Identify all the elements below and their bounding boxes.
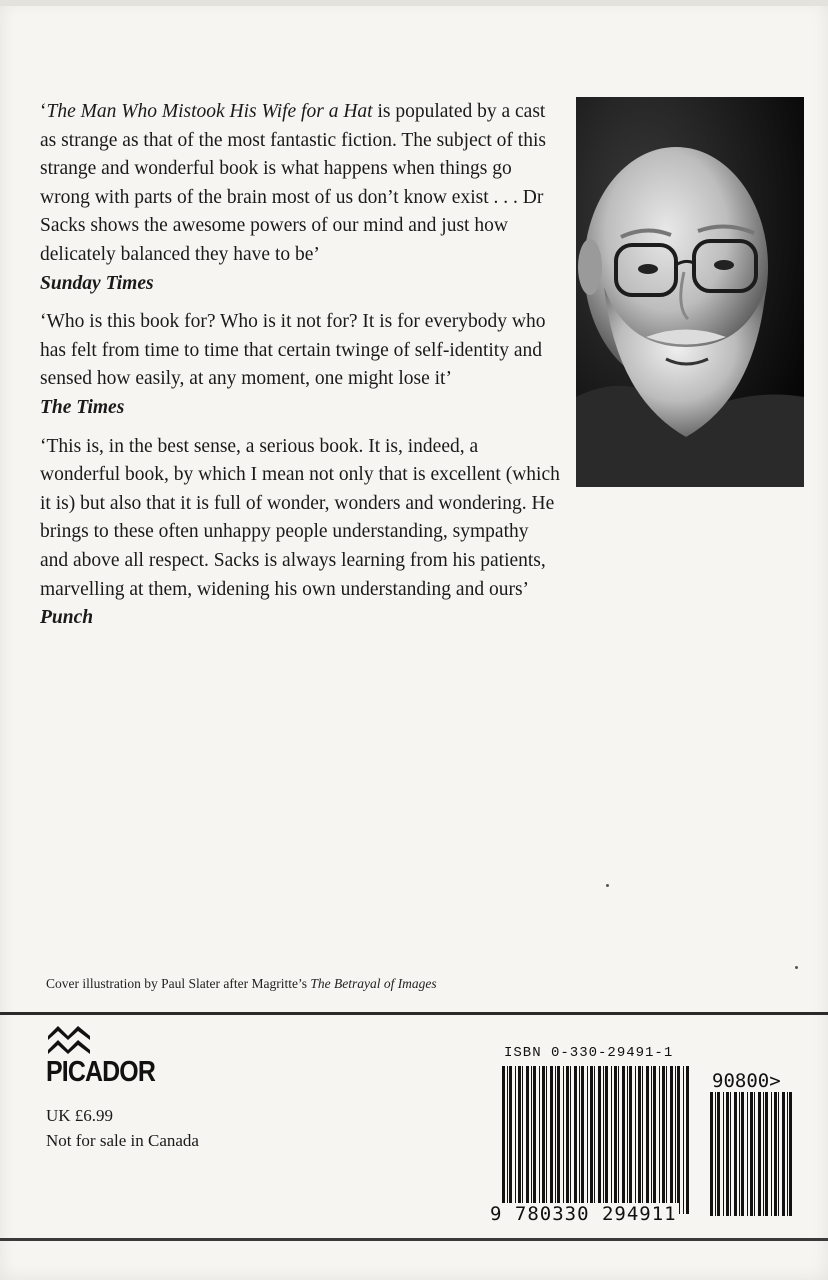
quote-text: ‘Who is this book for? Who is it not for? It is for everybody who has felt from time to time that certain twinge of self-identity and sensed how easily, at any moment, one might lose it’ [40, 311, 546, 390]
barcode-bar [710, 1092, 713, 1216]
bottom-rule [0, 1238, 828, 1241]
barcode-bar [611, 1066, 612, 1214]
quote-open-mark: ‘ [40, 101, 47, 122]
barcode-bar [546, 1066, 547, 1214]
barcode-bar [765, 1092, 768, 1216]
barcode-bar [574, 1066, 577, 1214]
quote-text: ‘This is, in the best sense, a serious book. It is, indeed, a wonderful book, by which I mean not only that is excellent (which it is) but also that it is full of wonder, wonders and wondering. He brings to these often unhappy people understanding, sympathy and above all respect. Sacks is always learning from his patients, marvelling at them, widening his own understanding and ours’ [40, 435, 560, 600]
barcode-bar [570, 1066, 571, 1214]
barcode [500, 1066, 692, 1214]
divider-rule [0, 1012, 828, 1015]
barcode-bar [533, 1066, 536, 1214]
barcode-bar [566, 1066, 569, 1214]
barcode-bar [734, 1092, 737, 1216]
price: UK £6.99 [46, 1106, 114, 1125]
barcode-bar [726, 1092, 729, 1216]
barcode-bar [550, 1066, 553, 1214]
barcode-bar [782, 1092, 785, 1216]
publisher-name: PICADOR [46, 1056, 155, 1088]
barcode-bar [579, 1066, 580, 1214]
quote-text [40, 98, 560, 270]
credit-work-title: The Betrayal of Images [310, 976, 437, 991]
barcode-bar [642, 1066, 643, 1214]
barcode-bar [774, 1092, 777, 1216]
barcode-addon [708, 1092, 800, 1216]
barcode-bar [686, 1066, 689, 1214]
barcode-bar [662, 1066, 665, 1214]
barcode-bar [787, 1092, 788, 1216]
barcode-bar [594, 1066, 595, 1214]
print-speck [795, 966, 798, 969]
barcode-bar [603, 1066, 604, 1214]
quote-body: is populated by a cast as strange as that of the most fantastic fiction. The subject of this strange and wonderful book is what happens when things go wrong with parts of the brain most of us don’t know exist . . . Dr Sacks shows the awesome powers of our mind and just how delicately balanced they have to be’ [40, 101, 546, 265]
barcode-bar [581, 1066, 584, 1214]
barcode-bar [555, 1066, 556, 1214]
barcode-bar [763, 1092, 764, 1216]
cover-credit [46, 976, 766, 992]
barcode-bar [683, 1066, 684, 1214]
barcode-bar [670, 1066, 673, 1214]
barcode-bar [715, 1092, 716, 1216]
quote-source: Sunday Times [40, 272, 154, 294]
barcode-number: 9 780330 294911 [490, 1203, 677, 1225]
isbn: ISBN 0-330-29491-1 [504, 1045, 674, 1061]
barcode-bar [747, 1092, 748, 1216]
barcode-bar [515, 1066, 516, 1214]
barcode-bar [526, 1066, 529, 1214]
barcode-bar [789, 1092, 792, 1216]
barcode-bar [622, 1066, 625, 1214]
barcode-bar [675, 1066, 676, 1214]
barcode-bar [739, 1092, 740, 1216]
cover-top-edge [0, 0, 828, 6]
review-quote [40, 308, 560, 422]
quote-source: Punch [40, 607, 94, 629]
barcode-bar [509, 1066, 512, 1214]
barcode-bar [741, 1092, 744, 1216]
barcode-bar [557, 1066, 560, 1214]
quote-source: The Times [40, 396, 125, 418]
barcode-bar [677, 1066, 680, 1214]
barcode-bar [638, 1066, 641, 1214]
barcode-bar [723, 1092, 724, 1216]
barcode-bar [717, 1092, 720, 1216]
review-quotes [40, 98, 560, 643]
book-title: The Man Who Mistook His Wife for a Hat [46, 101, 373, 122]
barcode-bar [771, 1092, 772, 1216]
barcode-bar [635, 1066, 636, 1214]
barcode-bar [539, 1066, 540, 1214]
barcode-bar [750, 1092, 753, 1216]
barcode-bar [522, 1066, 523, 1214]
barcode-bar [653, 1066, 656, 1214]
barcode-addon-number: 90800> [712, 1070, 781, 1092]
barcode-bar [618, 1066, 619, 1214]
barcode-bar [531, 1066, 532, 1214]
sale-restriction: Not for sale in Canada [46, 1131, 199, 1150]
barcode-bar [542, 1066, 545, 1214]
barcode-bar [614, 1066, 617, 1214]
barcode-bar [590, 1066, 593, 1214]
review-quote [40, 98, 560, 298]
barcode-bar [605, 1066, 608, 1214]
macmillan-m-icon [46, 1024, 94, 1056]
publisher-logo [46, 1024, 166, 1090]
credit-prefix: Cover illustration by Paul Slater after Magritte’s [46, 976, 311, 991]
barcode-bar [651, 1066, 652, 1214]
print-speck [606, 884, 609, 887]
review-quote [40, 433, 560, 633]
barcode-bar [502, 1066, 505, 1214]
barcode-bar [629, 1066, 632, 1214]
barcode-bar [627, 1066, 628, 1214]
barcode-bar [778, 1092, 779, 1216]
barcode-bar [659, 1066, 660, 1214]
barcode-bar [587, 1066, 588, 1214]
author-photo [576, 97, 804, 487]
barcode-bar [563, 1066, 564, 1214]
barcode-bar [754, 1092, 755, 1216]
barcode-bar [730, 1092, 731, 1216]
barcode-bar [518, 1066, 521, 1214]
barcode-bar [666, 1066, 667, 1214]
barcode-bar [598, 1066, 601, 1214]
barcode-bar [758, 1092, 761, 1216]
barcode-bar [646, 1066, 649, 1214]
barcode-bar [507, 1066, 508, 1214]
price-block [46, 1103, 199, 1153]
